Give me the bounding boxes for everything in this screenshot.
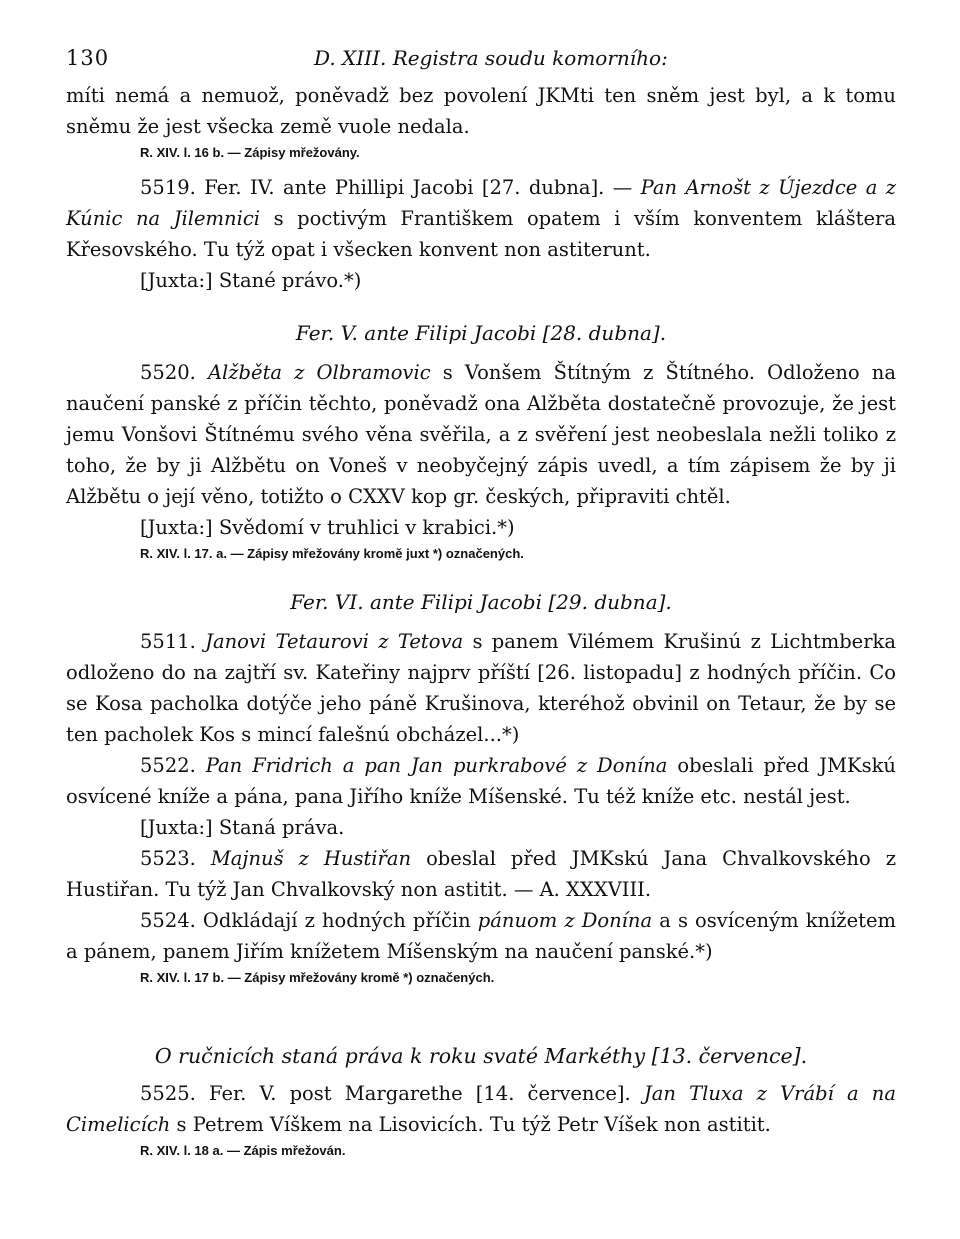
entry-5520 [66,357,896,512]
juxta-note: [Juxta:] Svědomí v truhlici v krabici.*) [140,516,515,539]
juxta-note: [Juxta:] Staná práva. [140,816,345,839]
register-note: R. XIV. l. 16 b. — Zápisy mřežovány. [140,145,360,160]
entry-5525 [66,1078,896,1140]
entry-5511 [66,626,896,750]
entry-number: 5522. [140,754,196,777]
entry-text: s panem Vilémem Krušinú z Lichtmberka odloženo do na zajtří sv. Kateřiny najprv příští [26. listopadu] z hodných příčin. Co se Kosa pacholka dotýče jeho páně Krušinova, kteréhož obvinil on Tetaur, že by se ten pacholek Kos s mincí falešnú obcházel...*) [66,630,896,746]
entry-5519 [66,172,896,265]
entry-number: 5520. [140,361,196,384]
section-heading: O ručnicích staná práva k roku svaté Markéthy [13. července]. [154,1044,808,1068]
entry-text: a s osvíceným knížetem a pánem, panem Jiřím knížetem Míšenským na naučení panské.*) [66,909,896,963]
entry-head: 5525. Fer. V. post Margarethe [14. července]. [140,1082,631,1105]
entry-party: Jan Tluxa z Vrábí a na Cimelicích [66,1082,896,1136]
entry-number: 5523. [140,847,196,870]
entry-party: Pan Fridrich a pan Jan purkrabové z Donína [205,754,668,777]
entry-number: 5511. [140,630,196,653]
page-header [66,40,896,80]
entry-head: 5519. Fer. IV. ante Phillipi Jacobi [27. dubna]. — [140,176,633,199]
register-note: R. XIV. l. 17 b. — Zápisy mřežovány kromě *) označených. [140,970,495,985]
entry-text: s Vonšem Štítným z Štítného. Odloženo na naučení panské z příčin těchto, poněvadž ona Alžběta dostatečně provozuje, že jest jemu Vonšovi Štítnému svého věna svěřila, a z svěření jest neobeslala nežli toliko z toho, že by ji Alžbětu on Voneš v neobyčejný zápis uvedl, a tím zápisem že by ji Alžbětu o její věno, totižto o CXXV kop gr. českých, připraviti chtěl. [66,361,896,508]
date-heading: Fer. V. ante Filipi Jacobi [28. dubna]. [295,321,667,345]
juxta-note: [Juxta:] Stané právo.*) [140,269,362,292]
register-note: R. XIV. l. 17. a. — Zápisy mřežovány kromě juxt *) označených. [140,546,524,561]
entry-party: Janovi Tetaurovi z Tetova [205,630,464,653]
entry-party: Alžběta z Olbramovic [207,361,431,384]
entry-5524 [66,905,896,967]
paragraph-continuation: míti nemá a nemuož, poněvadž bez povolení JKMti ten sněm jest byl, a k tomu sněmu že jest všecka země vuole nedala. [66,84,896,138]
entry-text: obeslali před JMKskú osvícené kníže a pána, pana Jiřího kníže Míšenské. Tu též kníže etc. nestál jest. [66,754,896,808]
entry-party: Majnuš z Hustiřan [210,847,412,870]
entry-party: Pan Arnošt z Újezdce a z Kúnic na Jilemnici [66,176,896,230]
entry-party: pánuom z Donína [477,909,653,932]
entry-text: s poctivým Františkem opatem i vším konventem kláštera Křesovského. Tu týž opat i všecken konvent non astiterunt. [66,207,896,261]
running-head: D. XIII. Registra soudu komorního: [314,46,668,70]
entry-text: s Petrem Víškem na Lisovicích. Tu týž Petr Víšek non astitit. [176,1113,771,1136]
page-number: 130 [66,46,110,70]
page [66,40,896,1162]
register-note: R. XIV. l. 18 a. — Zápis mřežován. [140,1143,346,1158]
entry-head: 5524. Odkládají z hodných příčin [140,909,471,932]
date-heading: Fer. VI. ante Filipi Jacobi [29. dubna]. [290,590,672,614]
entry-5523 [66,843,896,905]
entry-text: obeslal před JMKskú Jana Chvalkovského z Hustiřan. Tu týž Jan Chvalkovský non astitit. — A. XXXVIII. [66,847,897,901]
entry-5522 [66,750,896,812]
